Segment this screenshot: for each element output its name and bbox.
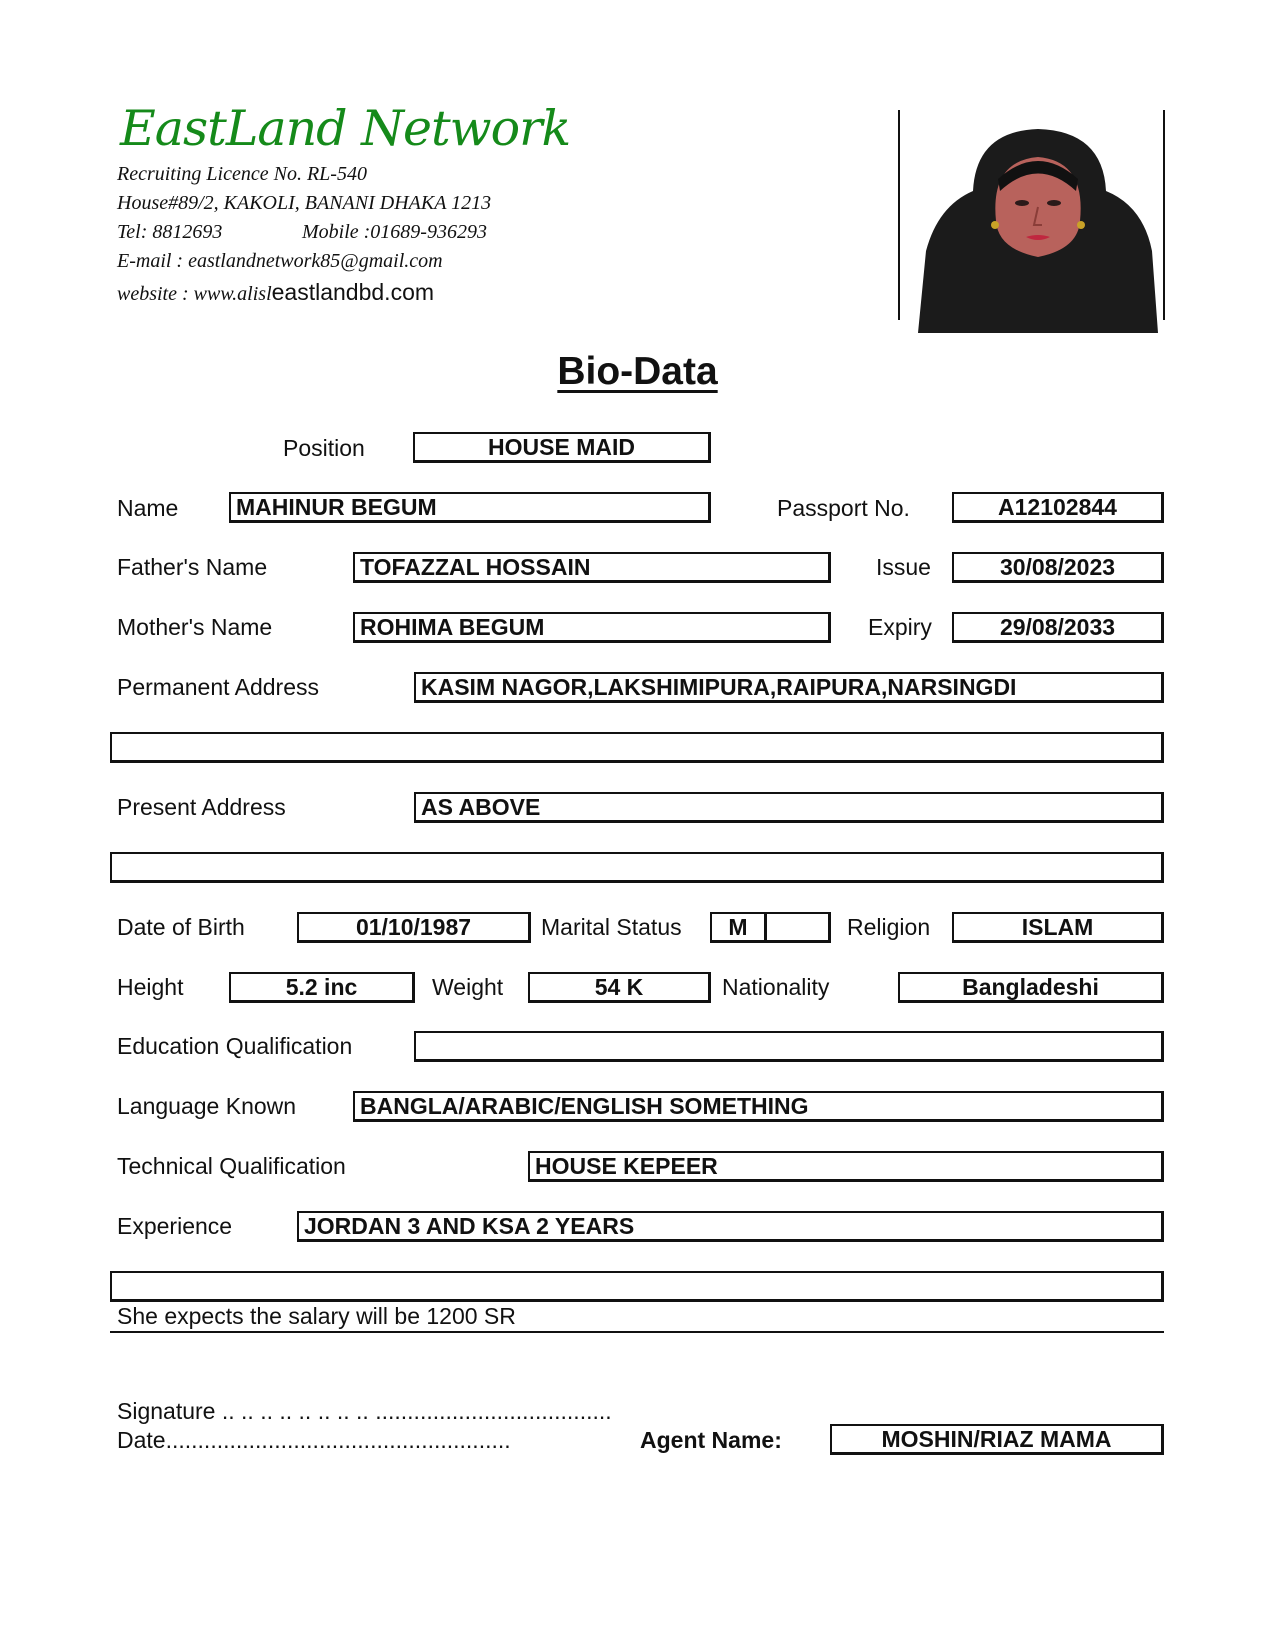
education-label: Education Qualification — [117, 1033, 353, 1059]
father-name-label: Father's Name — [117, 554, 268, 580]
present-address-label: Present Address — [117, 794, 286, 820]
passport-label: Passport No. — [777, 495, 910, 521]
height-field: 5.2 inc — [229, 972, 415, 1003]
email: E-mail : eastlandnetwork85@gmail.com — [117, 250, 443, 272]
technical-qualification-field: HOUSE KEPEER — [528, 1151, 1164, 1182]
photo-border-right — [1163, 110, 1165, 320]
marital-status-field: M — [710, 912, 767, 943]
language-label: Language Known — [117, 1093, 297, 1119]
issue-label: Issue — [876, 554, 931, 580]
weight-field: 54 K — [528, 972, 711, 1003]
agent-name-label: Agent Name: — [640, 1427, 782, 1453]
company-address: House#89/2, KAKOLI, BANANI DHAKA 1213 — [117, 192, 492, 214]
experience-line2 — [110, 1271, 1164, 1302]
present-address-line2 — [110, 852, 1164, 883]
marital-status-extra — [765, 912, 831, 943]
experience-label: Experience — [117, 1213, 233, 1239]
website — [117, 279, 434, 306]
weight-label: Weight — [432, 974, 504, 1000]
company-logo-text: EastLand Network — [120, 100, 571, 157]
website-prefix: website : www.alisl — [117, 283, 272, 305]
education-field — [414, 1031, 1164, 1062]
issue-date-field: 30/08/2023 — [952, 552, 1164, 583]
permanent-address-label: Permanent Address — [117, 674, 320, 700]
permanent-address-line2 — [110, 732, 1164, 763]
name-field: MAHINUR BEGUM — [229, 492, 711, 523]
permanent-address-field: KASIM NAGOR,LAKSHIMIPURA,RAIPURA,NARSINGDI — [414, 672, 1164, 703]
dob-field: 01/10/1987 — [297, 912, 531, 943]
page-title: Bio-Data — [557, 350, 718, 393]
note-underline — [110, 1331, 1164, 1333]
nationality-label: Nationality — [722, 974, 830, 1000]
father-name-field: TOFAZZAL HOSSAIN — [353, 552, 831, 583]
marital-status-label: Marital Status — [541, 914, 682, 940]
mother-name-field: ROHIMA BEGUM — [353, 612, 831, 643]
technical-qualification-label: Technical Qualification — [117, 1153, 346, 1179]
photo-border-left — [898, 110, 900, 320]
dob-label: Date of Birth — [117, 914, 245, 940]
religion-field: ISLAM — [952, 912, 1164, 943]
agent-name-field: MOSHIN/RIAZ MAMA — [830, 1424, 1164, 1455]
mobile: Mobile :01689-936293 — [302, 221, 487, 243]
present-address-field: AS ABOVE — [414, 792, 1164, 823]
name-label: Name — [117, 495, 179, 521]
position-label: Position — [283, 435, 365, 461]
height-label: Height — [117, 974, 184, 1000]
expiry-label: Expiry — [868, 614, 932, 640]
passport-photo — [918, 121, 1158, 333]
licence-number: Recruiting Licence No. RL-540 — [117, 163, 367, 185]
position-field: HOUSE MAID — [413, 432, 711, 463]
signature-line: Signature .. .. .. .. .. .. .. .. ..................................... — [117, 1398, 612, 1424]
nationality-field: Bangladeshi — [898, 972, 1164, 1003]
expiry-date-field: 29/08/2033 — [952, 612, 1164, 643]
passport-field: A12102844 — [952, 492, 1164, 523]
website-domain: eastlandbd.com — [271, 279, 435, 305]
language-field: BANGLA/ARABIC/ENGLISH SOMETHING — [353, 1091, 1164, 1122]
religion-label: Religion — [847, 914, 931, 940]
experience-field: JORDAN 3 AND KSA 2 YEARS — [297, 1211, 1164, 1242]
mother-name-label: Mother's Name — [117, 614, 273, 640]
telephone: Tel: 8812693 — [117, 221, 223, 243]
salary-note: She expects the salary will be 1200 SR — [117, 1303, 516, 1329]
date-line: Date...................................................... — [117, 1427, 511, 1453]
